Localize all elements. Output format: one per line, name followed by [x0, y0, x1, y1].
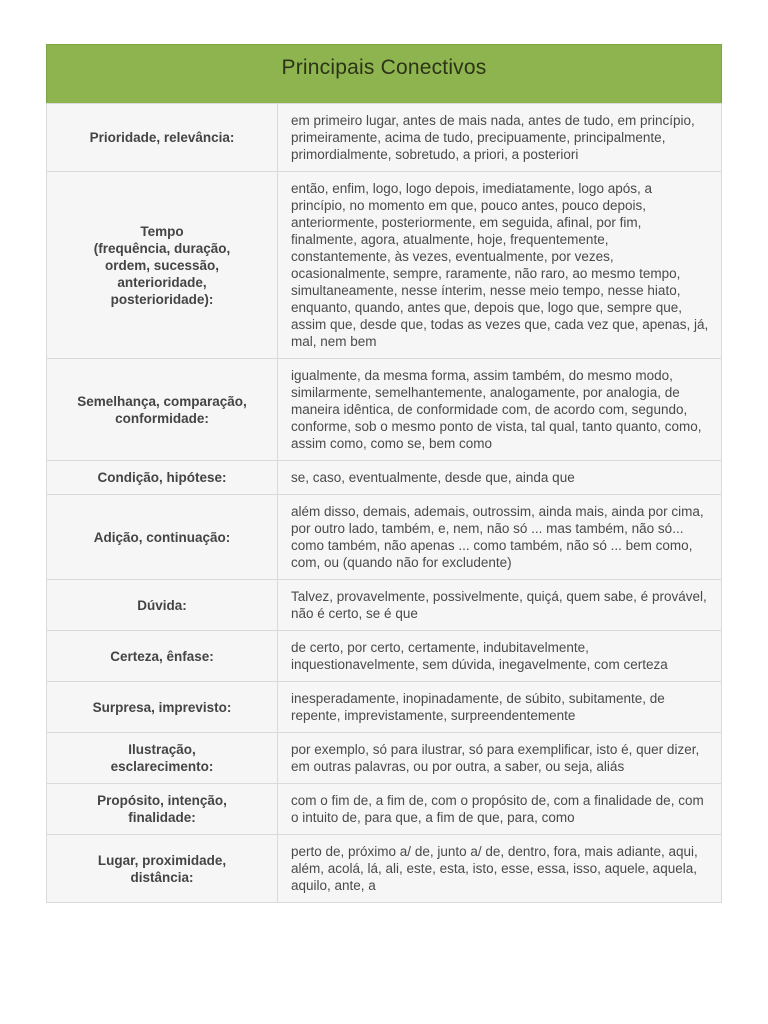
category-label-line: Condição, hipótese:	[97, 470, 227, 485]
row-connectives: em primeiro lugar, antes de mais nada, antes de tudo, em princípio, primeiramente, acima de tudo, precipuamente, principalmente, primordialmente, sobretudo, a priori, a posteriori	[278, 104, 722, 172]
row-category	[47, 682, 278, 733]
table-body	[47, 104, 722, 903]
row-category	[47, 495, 278, 580]
title-bar	[46, 44, 722, 103]
category-label-line: Dúvida:	[137, 597, 187, 613]
table-row	[47, 461, 722, 495]
category-label-line: finalidade:	[128, 810, 196, 825]
category-label-line: distância:	[130, 869, 194, 885]
page-title: Principais Conectivos	[281, 56, 487, 79]
category-label-line: anterioridade,	[117, 274, 207, 290]
row-category	[47, 631, 278, 682]
category-label-line: ordem, sucessão,	[104, 257, 220, 273]
table-row	[47, 733, 722, 784]
category-label-line: Lugar, proximidade,	[97, 852, 227, 868]
table-row	[47, 835, 722, 903]
table-row	[47, 172, 722, 359]
row-category	[47, 172, 278, 359]
row-connectives: com o fim de, a fim de, com o propósito de, com a finalidade de, com o intuito de, para que, a fim de que, para, como	[278, 784, 722, 835]
connectives-document	[46, 44, 722, 903]
row-category	[47, 784, 278, 835]
table-row	[47, 104, 722, 172]
category-label-line: Surpresa, imprevisto:	[92, 699, 232, 715]
row-connectives: então, enfim, logo, logo depois, imediatamente, logo após, a princípio, no momento em que, pouco antes, pouco depois, anteriormente, posteriormente, em seguida, afinal, por fim, finalmente, agora, atualmente, hoje, frequentemente, constantemente, às vezes, eventualmente, por vezes, ocasionalmente, sempre, raramente, não raro, ao mesmo tempo, simultaneamente, nesse ínterim, nesse meio tempo, nesse hiato, enquanto, quando, antes que, depois que, logo que, sempre que, assim que, desde que, todas as vezes que, cada vez que, apenas, já, mal, nem bem	[278, 172, 722, 359]
row-category	[47, 359, 278, 461]
table-row	[47, 495, 722, 580]
table-row	[47, 682, 722, 733]
category-label-line: esclarecimento:	[110, 759, 214, 774]
row-connectives: perto de, próximo a/ de, junto a/ de, dentro, fora, mais adiante, aqui, além, acolá, lá, ali, este, esta, isto, esse, essa, isso, aquele, aquela, aquilo, ante, a	[278, 835, 722, 903]
row-connectives: além disso, demais, ademais, outrossim, ainda mais, ainda por cima, por outro lado, também, e, nem, não só ... mas também, não só... como também, não apenas ... como também, não só ... bem como, com, ou (quando não for excludente)	[278, 495, 722, 580]
row-category	[47, 104, 278, 172]
row-connectives: Talvez, provavelmente, possivelmente, quiçá, quem sabe, é provável, não é certo, se é que	[278, 580, 722, 631]
category-label-line: conformidade:	[115, 410, 209, 426]
row-connectives: de certo, por certo, certamente, indubitavelmente, inquestionavelmente, sem dúvida, inegavelmente, com certeza	[278, 631, 722, 682]
row-connectives: inesperadamente, inopinadamente, de súbito, subitamente, de repente, imprevistamente, surpreendentemente	[278, 682, 722, 733]
row-category	[47, 835, 278, 903]
category-label-line: Semelhança, comparação,	[77, 393, 247, 409]
category-label-line: Prioridade, relevância:	[89, 130, 235, 145]
table-row	[47, 580, 722, 631]
table-row	[47, 359, 722, 461]
category-label-line: Tempo	[140, 223, 184, 239]
row-category	[47, 733, 278, 784]
table-row	[47, 784, 722, 835]
row-connectives: igualmente, da mesma forma, assim também, do mesmo modo, similarmente, semelhantemente, analogamente, por analogia, de maneira idêntica, de conformidade com, de acordo com, segundo, conforme, sob o mesmo ponto de vista, tal qual, tanto quanto, como, assim como, como se, bem como	[278, 359, 722, 461]
category-label-line: Propósito, intenção,	[97, 793, 227, 808]
category-label-line: Certeza, ênfase:	[110, 648, 214, 664]
row-category	[47, 461, 278, 495]
category-label-line: Adição, continuação:	[93, 529, 231, 545]
row-category	[47, 580, 278, 631]
table-row	[47, 631, 722, 682]
row-connectives: se, caso, eventualmente, desde que, ainda que	[278, 461, 722, 495]
category-label-line: Ilustração,	[128, 742, 196, 757]
category-label-line: (frequência, duração,	[93, 240, 231, 256]
connectives-table	[46, 103, 722, 903]
row-connectives: por exemplo, só para ilustrar, só para exemplificar, isto é, quer dizer, em outras palavras, ou por outra, a saber, ou seja, aliás	[278, 733, 722, 784]
category-label-line: posterioridade):	[110, 291, 214, 307]
